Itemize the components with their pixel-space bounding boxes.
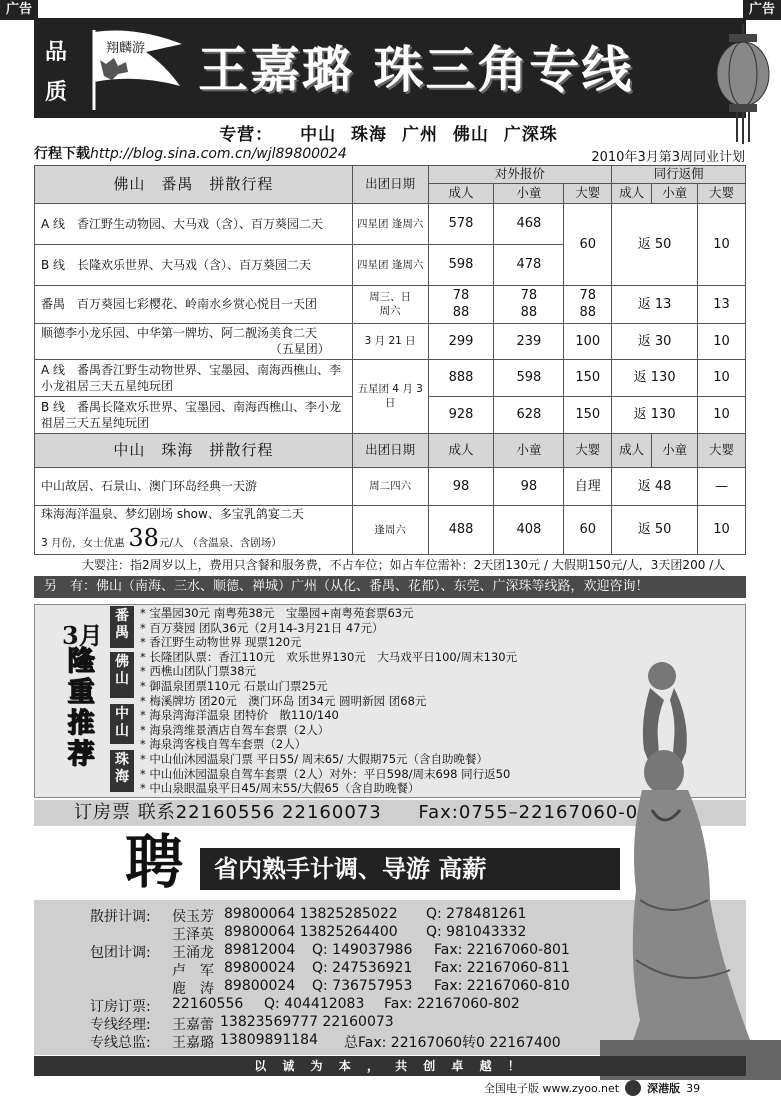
list-item: * 香江野生动物世界 现票120元 — [140, 635, 302, 650]
table-row — [35, 285, 746, 323]
contact-qq: Q: 149037986 — [312, 942, 413, 958]
rebate: 返 50 — [612, 203, 698, 285]
specialty-item: 广州 — [401, 125, 438, 145]
rebate: 返 130 — [612, 359, 698, 396]
route-sub: （五星团） — [269, 342, 330, 357]
contact-name: 王涌龙 — [172, 945, 214, 961]
list-item: * 海泉湾海洋温泉 团特价 散110/140 — [140, 708, 339, 723]
table-row — [35, 467, 746, 505]
page-number: 39 — [686, 1081, 701, 1095]
specialty-item: 中山 — [300, 125, 337, 145]
contact-name: 侯玉芳 — [172, 909, 214, 925]
price-infant: 150 — [564, 359, 612, 396]
contact-name: 卢 军 — [172, 963, 214, 979]
list-item: * 长隆团队票：香江110元 欢乐世界130元 大马戏平日100/周末130元 — [140, 649, 518, 664]
quality-char-1: 品 — [44, 38, 67, 65]
infant-notes: 大婴注：指2周岁以上，费用只含餐和服务费，不占车位；如占车位需补：2天团130元 / 大假期150元/人，3天团200 /人 — [82, 558, 726, 572]
contact-row — [90, 906, 151, 926]
ad-tag-left: 广告 — [0, 0, 38, 20]
contact-phone: 89800064 13825285022 — [224, 906, 398, 922]
edition-logo-icon — [625, 1080, 641, 1096]
contact-phone: 89812004 — [224, 942, 296, 958]
list-item: * 百万葵园 团队36元（2月14-3月21日 47元） — [140, 620, 384, 635]
contact-fax: Fax: 22167060-801 — [434, 942, 570, 958]
route-name: B 线 长隆欢乐世界、大马戏（含）、百万葵园二天 — [35, 244, 353, 285]
col-child: 小童 — [494, 183, 564, 203]
price-infant: 60 — [564, 203, 612, 285]
list-item: * 梅溪牌坊 团20元 澳门环岛 团34元 圆明新园 团68元 — [140, 693, 427, 708]
rebate: 返 48 — [612, 467, 698, 505]
price-adult: 888 — [428, 359, 494, 396]
price-adult: 88 — [452, 305, 470, 321]
list-item: * 御温泉团票110元 石景山门票25元 — [140, 678, 328, 693]
download-line — [34, 143, 347, 163]
price-adult: 98 — [428, 467, 494, 505]
price-child: 88 — [520, 305, 538, 321]
table-row — [35, 505, 746, 555]
contact-fax: Fax: 22167060-811 — [434, 960, 570, 976]
contact-name: 王嘉璐 — [172, 1035, 214, 1051]
contact-fax: Fax: 22167060-810 — [434, 978, 570, 994]
section-header: 佛山 番禺 拼散行程 — [35, 166, 353, 204]
list-item: * 中山仙沐园温泉门票 平日55/ 周末65/ 大假期75元（含自助晚餐） — [140, 751, 489, 766]
recommend-char: 重 — [67, 677, 95, 708]
list-item: * 宝墨园30元 南粤苑38元 宝墨园+南粤苑套票63元 — [140, 606, 414, 620]
price-adult: 928 — [428, 396, 494, 433]
footer-edition: 深港版 — [647, 1082, 681, 1095]
rebate: 返 30 — [612, 323, 698, 359]
route-name: 番禺 百万葵园七彩樱花、岭南水乡赏心悦目一天团 — [35, 285, 353, 323]
contact-qq: Q: 736757953 — [312, 978, 413, 994]
specialty-line — [0, 120, 781, 145]
price-child: 239 — [494, 323, 564, 359]
rebate: 返 13 — [612, 285, 698, 323]
price-infant: 88 — [579, 305, 597, 321]
col-infant: 大婴 — [564, 183, 612, 203]
table-row — [35, 323, 746, 359]
contact-qq: Q: 247536921 — [312, 960, 413, 976]
download-url[interactable]: http://blog.sina.com.cn/wjl89800024 — [90, 146, 347, 162]
contact-name: 王泽英 — [172, 927, 214, 943]
contact-phone: 89800024 — [224, 978, 296, 994]
quality-char-2: 质 — [44, 78, 67, 105]
route-name: 珠海海洋温泉、梦幻剧场 show、多宝乳鸽宴二天 — [41, 506, 304, 521]
route-date: 四星团 逢周六 — [352, 203, 428, 244]
route-name: A 线 香江野生动物园、大马戏（含）、百万葵园二天 — [35, 203, 353, 244]
price-infant: 自理 — [564, 467, 612, 505]
price-child: 408 — [494, 505, 564, 555]
list-item: * 中山泉眼温泉平日45/周末55/大假65（含自助晚餐） — [140, 781, 420, 796]
rebate-infant: 10 — [698, 203, 746, 285]
contact-role: 专线经理: — [90, 1017, 151, 1033]
contact-phone: 89800064 13825264400 — [224, 924, 398, 940]
footer — [484, 1080, 700, 1096]
col-rebate-infant: 大婴 — [698, 433, 746, 467]
price-child: 98 — [494, 467, 564, 505]
flag-text: 翔麟游 — [106, 41, 146, 56]
price-adult: 488 — [428, 505, 494, 555]
promo-label: 3 月份，女士优惠 — [41, 537, 125, 550]
price-child: 468 — [494, 203, 564, 244]
statue-image-icon — [600, 660, 781, 1080]
contact-phone: 13823569777 22160073 — [220, 1014, 394, 1030]
price-adult: 299 — [428, 323, 494, 359]
contact-phone: 22160556 — [172, 996, 244, 1012]
contact-name: 王嘉蕾 — [172, 1017, 214, 1033]
plan-label: 2010年3月第3周同业计划 — [591, 150, 745, 165]
contact-fax: 总Fax: 22167060转0 22167400 — [344, 1035, 561, 1051]
route-date: 逢周六 — [352, 505, 428, 555]
contact-role: 包团计调: — [90, 945, 151, 961]
ad-tag-right: 广告 — [743, 0, 781, 20]
footer-site: 全国电子版 www.zyoo.net — [484, 1082, 620, 1095]
recommend-char: 推 — [67, 708, 95, 739]
route-date: 四星团 逢周六 — [352, 244, 428, 285]
recommend-list — [140, 606, 517, 796]
table-row — [35, 203, 746, 244]
price-child: 598 — [494, 359, 564, 396]
price-infant: 150 — [564, 396, 612, 433]
col-rebate-adult: 成人 — [612, 433, 652, 467]
contact-fax: Fax: 22167060-802 — [384, 996, 520, 1012]
price-child: 628 — [494, 396, 564, 433]
contact-name: 鹿 涛 — [172, 981, 214, 997]
booking-fax: Fax:0755–22167060-0 — [418, 802, 639, 823]
hiring-char: 聘 — [125, 828, 184, 896]
rebate-infant: — — [698, 467, 746, 505]
promo-note: （含温泉、含剧场） — [187, 537, 282, 550]
price-child: 78 — [520, 287, 538, 303]
price-infant: 100 — [564, 323, 612, 359]
price-table — [34, 165, 746, 555]
col-child: 小童 — [494, 433, 564, 467]
route-date: 周三、日 — [369, 291, 412, 304]
rebate: 返 130 — [612, 396, 698, 433]
price-infant: 78 — [579, 287, 597, 303]
specialty-item: 珠海 — [351, 125, 388, 145]
price-adult: 578 — [428, 203, 494, 244]
table-row — [35, 359, 746, 396]
recommend-month: 3月 — [62, 621, 103, 650]
contact-role: 专线总监: — [90, 1035, 151, 1051]
area-label: 珠海 — [110, 750, 134, 792]
rebate-infant: 10 — [698, 396, 746, 433]
col-rebate-infant: 大婴 — [698, 183, 746, 203]
list-item: * 西樵山团队门票38元 — [140, 664, 257, 679]
list-item: * 海泉湾维景酒店自驾车套票（2人） — [140, 722, 330, 737]
page-title: 王嘉璐 珠三角专线 — [198, 40, 634, 99]
route-name: B 线 番禺长隆欢乐世界、宝墨园、南海西樵山、李小龙祖居三天五星纯玩团 — [35, 396, 353, 433]
col-date: 出团日期 — [352, 166, 428, 204]
route-date: 周六 — [379, 305, 401, 318]
col-rebate-child: 小童 — [652, 183, 698, 203]
quality-badge — [34, 30, 78, 110]
contact-role: 订房订票: — [90, 999, 151, 1015]
recommend-char: 荐 — [67, 739, 95, 770]
rebate-infant: 13 — [698, 285, 746, 323]
rebate-infant: 10 — [698, 505, 746, 555]
contact-phone: 13809891184 — [220, 1032, 318, 1048]
col-adult: 成人 — [428, 183, 494, 203]
booking-contact: 订房票 联系22160556 22160073 — [74, 802, 382, 823]
also-routes-bar: 另 有：佛山（南海、三水、顺德、禅城）广州（从化、番禺、花都）、东莞、广深珠等线路，欢迎咨询！ — [34, 576, 746, 598]
col-rebate-adult: 成人 — [612, 183, 652, 203]
route-name: 顺德李小龙乐园、中华第一牌坊、阿二靓汤美食二天 — [41, 326, 318, 341]
rebate-infant: 10 — [698, 359, 746, 396]
route-name: 中山故居、石景山、澳门环岛经典一天游 — [35, 467, 353, 505]
col-rebate-group: 同行返佣 — [612, 166, 746, 184]
contact-phone: 89800024 — [224, 960, 296, 976]
list-item: * 海泉湾客栈自驾车套票（2人） — [140, 737, 307, 752]
rebate: 返 50 — [612, 505, 698, 555]
price-child: 478 — [494, 244, 564, 285]
contact-role: 散拼计调: — [90, 909, 151, 925]
list-item: * 中山仙沐园温泉自驾车套票（2人）对外：平日598/周末698 同行返50 — [140, 766, 511, 781]
col-date: 出团日期 — [352, 433, 428, 467]
contact-qq: Q: 404412083 — [264, 996, 365, 1012]
price-adult: 78 — [452, 287, 470, 303]
flag-logo-icon — [86, 26, 186, 110]
motto-bar: 以 诚 为 本 ， 共 创 卓 越 ！ — [34, 1056, 746, 1076]
hiring-banner: 省内熟手计调、导游 高薪 — [200, 848, 620, 890]
download-label: 行程下载 — [34, 146, 90, 162]
route-date: 五星团 4 月 3 日 — [352, 359, 428, 433]
area-label: 佛山 — [110, 652, 134, 698]
recommend-char: 隆 — [67, 646, 95, 677]
specialty-item: 佛山 — [452, 125, 489, 145]
area-label: 中山 — [110, 704, 134, 744]
rebate-infant: 10 — [698, 323, 746, 359]
section-header: 中山 珠海 拼散行程 — [35, 433, 353, 467]
promo-unit: 元/人 — [158, 537, 184, 550]
route-date: 周二四六 — [352, 467, 428, 505]
route-date: 3 月 21 日 — [352, 323, 428, 359]
specialty-label: 专营： — [219, 125, 274, 145]
contact-qq: Q: 278481261 — [426, 906, 527, 922]
price-infant: 60 — [564, 505, 612, 555]
recommend-title — [64, 646, 98, 770]
area-label: 番禺 — [110, 606, 134, 648]
route-name: A 线 番禺香江野生动物世界、宝墨园、南海西樵山、李小龙祖居三天五星纯玩团 — [35, 359, 353, 396]
col-rebate-child: 小童 — [652, 433, 698, 467]
col-adult: 成人 — [428, 433, 494, 467]
specialty-item: 广深珠 — [503, 125, 558, 145]
col-price-group: 对外报价 — [428, 166, 612, 184]
col-infant: 大婴 — [564, 433, 612, 467]
price-adult: 598 — [428, 244, 494, 285]
contact-qq: Q: 981043332 — [426, 924, 527, 940]
promo-price: 38 — [128, 524, 159, 553]
